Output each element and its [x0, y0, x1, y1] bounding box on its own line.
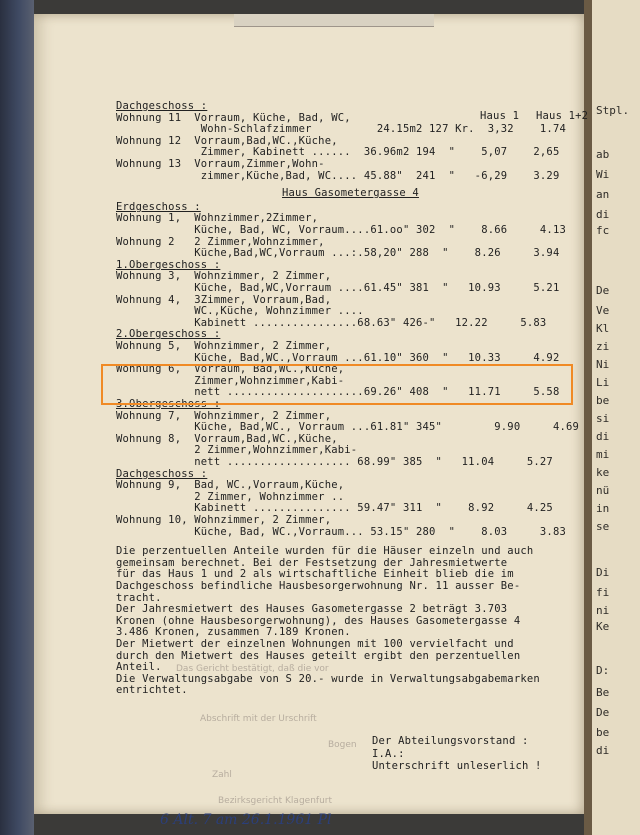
table-row: Wohnung 11 Vorraum, Küche, Bad, WC, [116, 111, 351, 124]
table-row: Wohnung 6, Vorraum, Bad,WC.,Küche, [116, 363, 345, 376]
paragraph-line: 3.486 Kronen, zusammen 7.189 Kronen. [116, 626, 351, 639]
book-binding-left [0, 0, 34, 835]
paragraph-line: Der Mietwert der einzelnen Wohnungen mit 100 vervielfacht und [116, 638, 514, 650]
next-page-fragment: di [596, 744, 610, 757]
section-title: Erdgeschoss : [116, 200, 201, 213]
next-page-fragment: Kl [596, 322, 610, 335]
table-row: Wohnung 1, Wohnzimmer,2Zimmer, [116, 212, 319, 225]
paragraph-line: Die Verwaltungsabgabe von S 20.- wurde in Verwaltungsabgabemarken [116, 672, 540, 685]
section-title: 1.Obergeschoss : [116, 258, 221, 271]
next-page-fragment: be [596, 394, 610, 407]
next-page-fragment: se [596, 520, 610, 533]
table-row: Küche,Bad,WC,Vorraum ...:.58,20" 288 " 8.26 3.94 [116, 247, 560, 260]
next-page-fragment: Stpl. [596, 104, 630, 117]
table-row: Wohnung 12 Vorraum,Bad,WC.,Küche, [116, 134, 338, 147]
table-row: 2 Zimmer, Wohnzimmer .. [116, 490, 345, 503]
book-gutter [584, 0, 592, 835]
next-page-fragment: nü [596, 484, 610, 497]
next-page-fragment: fc [596, 224, 610, 237]
next-page-fragment: fi [596, 586, 610, 599]
stamp-text: Abschrift mit der Urschrift [200, 714, 317, 724]
column-header: Haus 1+2 [536, 110, 589, 122]
next-page-fragment: ke [596, 466, 610, 479]
next-page-fragment: be [596, 726, 610, 739]
next-page-fragment: ab [596, 148, 610, 161]
paragraph-line: Dachgeschoss befindliche Hausbesorgerwohnung Nr. 11 ausser Be- [116, 580, 521, 592]
paragraph-line: Kronen (ohne Hausbesorgerwohnung), des Hauses Gasometergasse 4 [116, 614, 521, 627]
next-page-fragment: Wi [596, 168, 610, 181]
signature-line: Unterschrift unleserlich ! [372, 760, 542, 773]
section-title: Dachgeschoss : [116, 467, 208, 480]
next-page-fragment: in [596, 502, 610, 515]
stamp-text: Zahl [212, 770, 232, 780]
next-page-fragment: De [596, 706, 610, 719]
next-page-fragment: an [596, 188, 610, 201]
signature-line: I.A.: [372, 747, 405, 760]
paragraph-line: Der Jahresmietwert des Hauses Gasometergasse 2 beträgt 3.703 [116, 603, 508, 616]
next-page-fragment: De [596, 284, 610, 297]
house-title: Haus Gasometergasse 4 [282, 187, 419, 200]
table-row: Wohnung 13 Vorraum,Zimmer,Wohn- [116, 158, 325, 170]
table-row: zimmer,Küche,Bad, WC.... 45.88" 241 " -6,29 3.29 [116, 169, 560, 182]
next-page-fragment: Ni [596, 358, 610, 371]
stamp-text: Das Gericht bestätigt, daß die vor [176, 664, 329, 674]
next-page-fragment: Di [596, 566, 610, 579]
table-row: Küche, Bad,WC.,Vorraum ...61.10" 360 " 10.33 4.92 [116, 351, 560, 364]
table-row: Wohnung 2 2 Zimmer,Wohnzimmer, [116, 235, 325, 248]
next-page-fragment: mi [596, 448, 610, 461]
paragraph-line: für das Haus 1 und 2 als wirtschaftliche Einheit blieb die im [116, 568, 514, 581]
section-title: 2.Obergeschoss : [116, 328, 221, 341]
next-page-fragment: D: [596, 664, 610, 677]
table-row: Wohnung 3, Wohnzimmer, 2 Zimmer, [116, 270, 332, 283]
next-page-fragment: di [596, 430, 610, 443]
section-title: 3.Obergeschoss : [116, 398, 221, 410]
table-row: Küche, Bad,WC., Vorraum ...61.81" 345" 9.90 4.69 [116, 421, 580, 434]
next-page-fragment: di [596, 208, 610, 221]
paragraph-line: tracht. [116, 591, 162, 604]
paper-clip [234, 14, 434, 27]
table-row: Wohnung 4, 3Zimmer, Vorraum,Bad, [116, 293, 332, 306]
table-row: 2 Zimmer,Wohnzimmer,Kabi- [116, 444, 358, 457]
table-row: Zimmer,Wohnzimmer,Kabi- [116, 374, 345, 387]
table-row: Wohnung 9, Bad, WC.,Vorraum,Küche, [116, 479, 345, 492]
next-page-fragment: Ve [596, 304, 610, 317]
paragraph-line: entrichtet. [116, 684, 188, 697]
table-row: Küche, Bad, WC.,Vorraum... 53.15" 280 " 8.03 3.83 [116, 525, 566, 538]
next-page-fragment: Li [596, 376, 610, 389]
table-row: nett .....................69.26" 408 " 11.71 5.58 [116, 386, 560, 399]
stamp-text: Bezirksgericht Klagenfurt [218, 796, 333, 806]
next-page-fragment: ni [596, 604, 610, 617]
table-row: Küche, Bad, WC, Vorraum....61.oo" 302 " 8.66 4.13 [116, 224, 566, 236]
paragraph-line: Anteil. [116, 661, 162, 674]
handwritten-note: 6 Alt. 7 am 26.1.1961 Pl [160, 812, 332, 828]
next-page-fragment: Ke [596, 620, 610, 633]
paragraph-line: durch den Mietwert des Hauses geteilt ergibt den perzentuellen [116, 649, 521, 662]
table-row: Wohnung 8, Vorraum,Bad,WC.,Küche, [116, 432, 338, 445]
table-row: nett ................... 68.99" 385 " 11.04 5.27 [116, 456, 553, 468]
table-row: Wohnung 10, Wohnzimmer, 2 Zimmer, [116, 514, 332, 526]
table-row: WC.,Küche, Wohnzimmer .... [116, 305, 364, 318]
signature-line: Der Abteilungsvorstand : [372, 735, 529, 747]
paragraph-line: gemeinsam berechnet. Bei der Festsetzung der Jahresmietwerte [116, 556, 508, 569]
table-row: Wohn-Schlafzimmer 24.15m2 127 Kr. 3,32 1.74 [116, 123, 566, 136]
paragraph-line: Die perzentuellen Anteile wurden für die Häuser einzeln und auch [116, 545, 534, 558]
table-row: Zimmer, Kabinett ...... 36.96m2 194 " 5,07 2,65 [116, 146, 560, 159]
next-page-fragment: si [596, 412, 610, 425]
table-row: Küche, Bad,WC,Vorraum ....61.45" 381 " 10.93 5.21 [116, 282, 560, 294]
next-page-fragment: Be [596, 686, 610, 699]
highlight-box [101, 364, 573, 405]
table-row: Wohnung 7, Wohnzimmer, 2 Zimmer, [116, 409, 332, 422]
table-row: Kabinett ............... 59.47" 311 " 8.92 4.25 [116, 502, 553, 515]
column-header: Haus 1 [480, 110, 520, 122]
table-row: Kabinett ................68.63" 426-" 12.22 5.83 [116, 316, 547, 329]
table-row: Wohnung 5, Wohnzimmer, 2 Zimmer, [116, 340, 332, 352]
stamp-text: Bogen [328, 740, 357, 750]
section-title: Dachgeschoss : [116, 100, 208, 112]
next-page-edge [592, 0, 640, 835]
next-page-fragment: zi [596, 340, 610, 353]
